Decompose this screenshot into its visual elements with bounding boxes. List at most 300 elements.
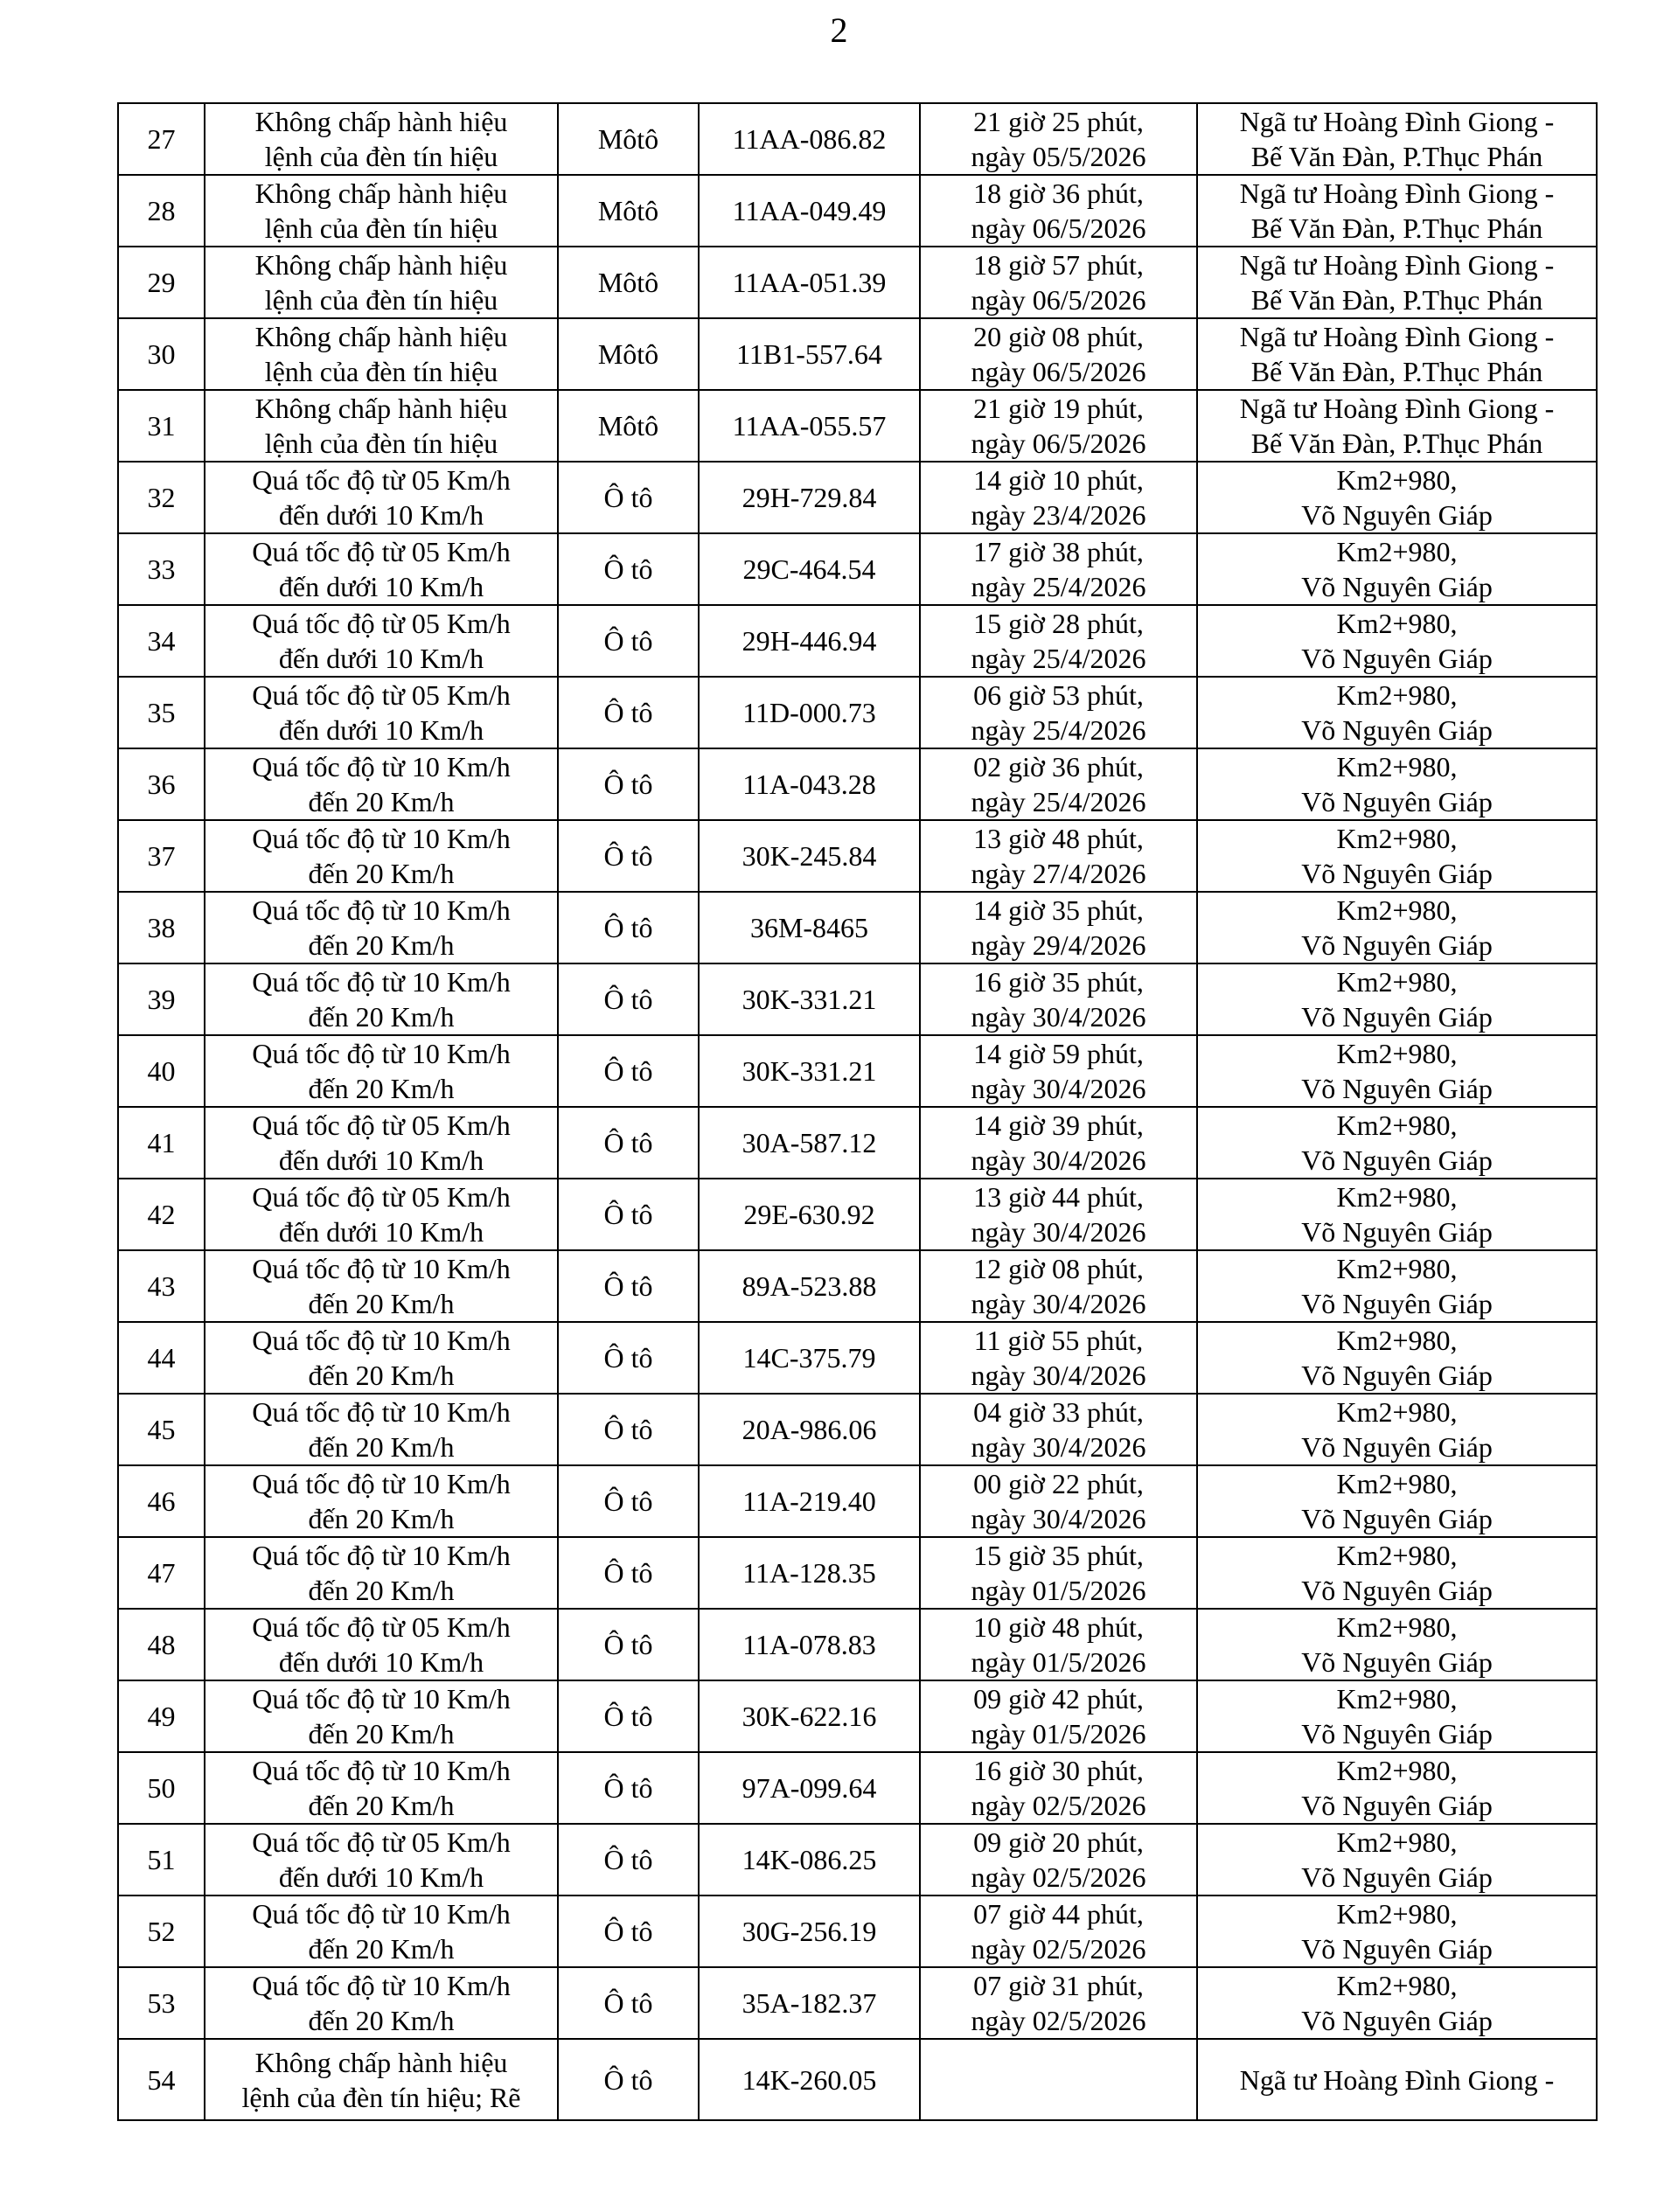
violation-description-line: đến dưới 10 Km/h [278, 1144, 484, 1176]
violation-location-line: Võ Nguyên Giáp [1301, 786, 1493, 817]
violation-time [920, 318, 1197, 390]
vehicle-type: Môtô [558, 390, 699, 462]
violation-description-line: đến dưới 10 Km/h [278, 499, 484, 531]
violation-location [1197, 1537, 1597, 1609]
violation-description [205, 175, 558, 247]
license-plate: 11B1-557.64 [699, 318, 920, 390]
violation-location [1197, 1107, 1597, 1179]
violation-time [920, 1250, 1197, 1322]
table-row [118, 390, 1597, 462]
table-row [118, 1035, 1597, 1107]
vehicle-type: Ô tô [558, 892, 699, 963]
violation-location-line: Võ Nguyên Giáp [1301, 1790, 1493, 1821]
violation-description-line: đến 20 Km/h [308, 1288, 455, 1319]
license-plate: 11D-000.73 [699, 677, 920, 748]
violation-description-line: đến 20 Km/h [308, 786, 455, 817]
violation-location-line: Km2+980, [1336, 1970, 1458, 2001]
violation-description-line: Quá tốc độ từ 10 Km/h [252, 1898, 511, 1930]
row-number: 52 [118, 1896, 205, 1967]
vehicle-type: Ô tô [558, 462, 699, 533]
row-number: 37 [118, 820, 205, 892]
violation-time-line: 16 giờ 35 phút, [973, 966, 1144, 998]
violation-time-line: 13 giờ 44 phút, [973, 1181, 1144, 1213]
violation-location-line: Km2+980, [1336, 1468, 1458, 1499]
table-row [118, 677, 1597, 748]
violation-location [1197, 1752, 1597, 1824]
row-number: 42 [118, 1179, 205, 1250]
violation-location-line: Võ Nguyên Giáp [1301, 1646, 1493, 1678]
violation-description-line: đến 20 Km/h [308, 1718, 455, 1749]
license-plate: 30A-587.12 [699, 1107, 920, 1179]
violation-description-line: Quá tốc độ từ 05 Km/h [252, 464, 511, 496]
violation-time-line: ngày 30/4/2026 [971, 1503, 1146, 1534]
row-number: 39 [118, 963, 205, 1035]
violation-time [920, 390, 1197, 462]
violation-time-line: 18 giờ 57 phút, [973, 249, 1144, 281]
violation-location-line: Ngã tư Hoàng Đình Giong - [1239, 2063, 1555, 2096]
violation-time-line: ngày 25/4/2026 [971, 571, 1146, 602]
violation-time [920, 247, 1197, 318]
violation-location-line: Km2+980, [1336, 1038, 1458, 1069]
violation-location-line: Ngã tư Hoàng Đình Giong - [1239, 393, 1555, 424]
license-plate: 14K-086.25 [699, 1824, 920, 1896]
violation-location-line: Km2+980, [1336, 536, 1458, 567]
violation-time-line: ngày 30/4/2026 [971, 1073, 1146, 1104]
violation-description-line: Quá tốc độ từ 10 Km/h [252, 1970, 511, 2001]
violation-description [205, 677, 558, 748]
violation-description-line: Không chấp hành hiệu [254, 393, 508, 424]
violation-location [1197, 1680, 1597, 1752]
violation-time-line: ngày 30/4/2026 [971, 1001, 1146, 1033]
violation-location-line: Võ Nguyên Giáp [1301, 1718, 1493, 1749]
license-plate: 89A-523.88 [699, 1250, 920, 1322]
violation-location [1197, 963, 1597, 1035]
violation-time-line: ngày 25/4/2026 [971, 714, 1146, 746]
violation-location-line: Võ Nguyên Giáp [1301, 2005, 1493, 2036]
table-row [118, 1824, 1597, 1896]
violation-time-line: ngày 30/4/2026 [971, 1431, 1146, 1463]
violation-description-line: Quá tốc độ từ 05 Km/h [252, 1611, 511, 1643]
vehicle-type: Ô tô [558, 1465, 699, 1537]
violation-location [1197, 533, 1597, 605]
row-number: 36 [118, 748, 205, 820]
violation-description-line: Quá tốc độ từ 10 Km/h [252, 823, 511, 854]
violation-time-line: ngày 06/5/2026 [971, 356, 1146, 387]
violation-location [1197, 748, 1597, 820]
violation-location-line: Ngã tư Hoàng Đình Giong - [1239, 321, 1555, 352]
violation-description-line: Quá tốc độ từ 10 Km/h [252, 966, 511, 998]
violation-location-line: Km2+980, [1336, 1325, 1458, 1356]
row-number: 29 [118, 247, 205, 318]
violation-location-line: Bế Văn Đàn, P.Thục Phán [1250, 141, 1543, 172]
license-plate: 30K-331.21 [699, 1035, 920, 1107]
violation-location [1197, 2039, 1597, 2120]
vehicle-type: Ô tô [558, 1824, 699, 1896]
violation-time-line: ngày 23/4/2026 [971, 499, 1146, 531]
vehicle-type: Ô tô [558, 820, 699, 892]
violation-description-line: Quá tốc độ từ 05 Km/h [252, 679, 511, 711]
violation-time [920, 1322, 1197, 1394]
violation-description-line: Quá tốc độ từ 05 Km/h [252, 536, 511, 567]
violation-location-line: Võ Nguyên Giáp [1301, 1288, 1493, 1319]
violation-time-line: ngày 02/5/2026 [971, 1790, 1146, 1821]
violation-location-line: Võ Nguyên Giáp [1301, 714, 1493, 746]
violation-description [205, 390, 558, 462]
violation-location [1197, 820, 1597, 892]
violation-time-line: ngày 25/4/2026 [971, 786, 1146, 817]
violation-description [205, 748, 558, 820]
license-plate: 11A-043.28 [699, 748, 920, 820]
violation-time-line: 14 giờ 59 phút, [973, 1038, 1144, 1069]
row-number: 48 [118, 1609, 205, 1680]
vehicle-type: Ô tô [558, 963, 699, 1035]
violation-location-line: Võ Nguyên Giáp [1301, 1933, 1493, 1965]
vehicle-type: Ô tô [558, 1250, 699, 1322]
violation-time [920, 892, 1197, 963]
violation-time [920, 462, 1197, 533]
vehicle-type: Ô tô [558, 1680, 699, 1752]
violation-description [205, 1465, 558, 1537]
violation-location-line: Km2+980, [1336, 1611, 1458, 1643]
license-plate: 11AA-055.57 [699, 390, 920, 462]
table-row [118, 318, 1597, 390]
violation-location-line: Võ Nguyên Giáp [1301, 1575, 1493, 1606]
violation-time [920, 1680, 1197, 1752]
license-plate: 30K-622.16 [699, 1680, 920, 1752]
violation-description-line: đến 20 Km/h [308, 858, 455, 889]
violation-time [920, 748, 1197, 820]
violation-location [1197, 1609, 1597, 1680]
violation-time [920, 1179, 1197, 1250]
violation-location-line: Bế Văn Đàn, P.Thục Phán [1250, 284, 1543, 316]
violation-location-line: Ngã tư Hoàng Đình Giong - [1239, 106, 1555, 137]
violation-location [1197, 462, 1597, 533]
table-row [118, 1465, 1597, 1537]
violation-description-line: đến 20 Km/h [308, 929, 455, 961]
violation-description [205, 1752, 558, 1824]
violation-location-line: Võ Nguyên Giáp [1301, 1216, 1493, 1248]
vehicle-type: Ô tô [558, 1896, 699, 1967]
violation-description-line: Không chấp hành hiệu [254, 249, 508, 281]
vehicle-type: Ô tô [558, 1035, 699, 1107]
vehicle-type: Ô tô [558, 533, 699, 605]
table-row [118, 533, 1597, 605]
violation-description-line: đến 20 Km/h [308, 1790, 455, 1821]
violation-time-line: 07 giờ 31 phút, [973, 1970, 1144, 2001]
row-number: 31 [118, 390, 205, 462]
table-row [118, 1250, 1597, 1322]
violation-description-line: đến 20 Km/h [308, 1575, 455, 1606]
violation-location [1197, 1896, 1597, 1967]
violation-location-line: Km2+980, [1336, 1755, 1458, 1786]
violation-location-line: Km2+980, [1336, 1181, 1458, 1213]
vehicle-type: Ô tô [558, 677, 699, 748]
violation-description-line: lệnh của đèn tín hiệu [264, 428, 498, 459]
violation-location [1197, 1035, 1597, 1107]
violation-description [205, 1824, 558, 1896]
violation-location [1197, 1967, 1597, 2039]
violation-time [920, 963, 1197, 1035]
table-row [118, 103, 1597, 175]
violation-location [1197, 175, 1597, 247]
violation-description [205, 1609, 558, 1680]
violation-time [920, 2039, 1197, 2120]
violation-time-line: 09 giờ 42 phút, [973, 1683, 1144, 1715]
row-number: 32 [118, 462, 205, 533]
violation-location [1197, 247, 1597, 318]
violation-time [920, 1035, 1197, 1107]
row-number: 46 [118, 1465, 205, 1537]
violation-time-line: ngày 29/4/2026 [971, 929, 1146, 961]
row-number: 49 [118, 1680, 205, 1752]
violation-location [1197, 1322, 1597, 1394]
violation-time [920, 103, 1197, 175]
vehicle-type: Ô tô [558, 1322, 699, 1394]
table-row [118, 820, 1597, 892]
violation-description [205, 1035, 558, 1107]
violation-description-line: Quá tốc độ từ 10 Km/h [252, 1540, 511, 1571]
page-number: 2 [830, 10, 848, 50]
violation-description [205, 1179, 558, 1250]
violation-location [1197, 318, 1597, 390]
violation-description-line: Quá tốc độ từ 05 Km/h [252, 608, 511, 639]
violation-time [920, 1824, 1197, 1896]
table-row [118, 1179, 1597, 1250]
license-plate: 11A-078.83 [699, 1609, 920, 1680]
row-number: 43 [118, 1250, 205, 1322]
violation-description [205, 1680, 558, 1752]
violation-location-line: Võ Nguyên Giáp [1301, 1360, 1493, 1391]
table-row [118, 1322, 1597, 1394]
row-number: 47 [118, 1537, 205, 1609]
violation-description-line: đến 20 Km/h [308, 1360, 455, 1391]
table-row [118, 963, 1597, 1035]
violation-description-line: Quá tốc độ từ 05 Km/h [252, 1826, 511, 1858]
row-number: 27 [118, 103, 205, 175]
table-row [118, 1609, 1597, 1680]
license-plate: 30K-245.84 [699, 820, 920, 892]
violation-location-line: Km2+980, [1336, 1826, 1458, 1858]
violation-time-line: ngày 25/4/2026 [971, 643, 1146, 674]
license-plate: 11A-219.40 [699, 1465, 920, 1537]
violation-time-line: 18 giờ 36 phút, [973, 177, 1144, 209]
violation-time-line: 04 giờ 33 phút, [973, 1396, 1144, 1428]
violation-description [205, 605, 558, 677]
license-plate: 11AA-086.82 [699, 103, 920, 175]
violation-time-line: 17 giờ 38 phút, [973, 536, 1144, 567]
violation-description [205, 963, 558, 1035]
violation-location-line: Võ Nguyên Giáp [1301, 1144, 1493, 1176]
violation-time-line: 14 giờ 35 phút, [973, 894, 1144, 926]
vehicle-type: Môtô [558, 175, 699, 247]
violation-time [920, 605, 1197, 677]
violation-description [205, 1537, 558, 1609]
violation-location [1197, 1250, 1597, 1322]
violation-description-line: Quá tốc độ từ 10 Km/h [252, 1468, 511, 1499]
violation-time-line: 15 giờ 35 phút, [973, 1540, 1144, 1571]
violation-location-line: Km2+980, [1336, 608, 1458, 639]
violation-location-line: Ngã tư Hoàng Đình Giong - [1239, 177, 1555, 209]
violation-location-line: Km2+980, [1336, 1540, 1458, 1571]
violation-location-line: Km2+980, [1336, 679, 1458, 711]
row-number: 30 [118, 318, 205, 390]
violation-time [920, 1609, 1197, 1680]
violation-time-line: ngày 27/4/2026 [971, 858, 1146, 889]
violation-time-line: 06 giờ 53 phút, [973, 679, 1144, 711]
violation-location [1197, 1824, 1597, 1896]
row-number: 35 [118, 677, 205, 748]
table-row [118, 1394, 1597, 1465]
table-row [118, 1896, 1597, 1967]
row-number: 45 [118, 1394, 205, 1465]
table-row [118, 1680, 1597, 1752]
violation-time [920, 533, 1197, 605]
violation-description [205, 1322, 558, 1394]
violation-description [205, 533, 558, 605]
violation-time-line: ngày 30/4/2026 [971, 1360, 1146, 1391]
violation-time-line: ngày 05/5/2026 [971, 141, 1146, 172]
license-plate: 11A-128.35 [699, 1537, 920, 1609]
violation-location-line: Km2+980, [1336, 1898, 1458, 1930]
violation-description-line: Quá tốc độ từ 05 Km/h [252, 1109, 511, 1141]
violation-location [1197, 1179, 1597, 1250]
violation-time [920, 677, 1197, 748]
violation-time [920, 1967, 1197, 2039]
license-plate: 11AA-051.39 [699, 247, 920, 318]
violation-time-line: ngày 02/5/2026 [971, 2005, 1146, 2036]
violation-location-line: Bế Văn Đàn, P.Thục Phán [1250, 356, 1543, 387]
violation-description-line: Quá tốc độ từ 10 Km/h [252, 1038, 511, 1069]
violation-description-line: Không chấp hành hiệu [254, 321, 508, 352]
license-plate: 35A-182.37 [699, 1967, 920, 2039]
vehicle-type: Ô tô [558, 748, 699, 820]
violation-time-line: 12 giờ 08 phút, [973, 1253, 1144, 1284]
violation-description [205, 1967, 558, 2039]
violation-description [205, 820, 558, 892]
violation-description-line: đến 20 Km/h [308, 1933, 455, 1965]
table-row [118, 175, 1597, 247]
license-plate: 29H-446.94 [699, 605, 920, 677]
vehicle-type: Ô tô [558, 1752, 699, 1824]
row-number: 40 [118, 1035, 205, 1107]
row-number: 34 [118, 605, 205, 677]
license-plate: 36M-8465 [699, 892, 920, 963]
violation-time-line: ngày 30/4/2026 [971, 1288, 1146, 1319]
violation-time-line: 21 giờ 25 phút, [973, 106, 1144, 137]
violation-location-line: Võ Nguyên Giáp [1301, 499, 1493, 531]
violation-description [205, 2039, 558, 2120]
violation-description-line: lệnh của đèn tín hiệu; Rẽ [241, 2081, 521, 2113]
violation-time-line: ngày 02/5/2026 [971, 1861, 1146, 1893]
violation-location-line: Bế Văn Đàn, P.Thục Phán [1250, 428, 1543, 459]
violation-time-line: 21 giờ 19 phút, [973, 393, 1144, 424]
violation-time [920, 1394, 1197, 1465]
violation-description-line: đến dưới 10 Km/h [278, 1861, 484, 1893]
violation-time-line: 00 giờ 22 phút, [973, 1468, 1144, 1499]
license-plate: 20A-986.06 [699, 1394, 920, 1465]
violation-location-line: Km2+980, [1336, 1253, 1458, 1284]
violation-time-line: 02 giờ 36 phút, [973, 751, 1144, 783]
license-plate: 97A-099.64 [699, 1752, 920, 1824]
violation-description-line: Quá tốc độ từ 10 Km/h [252, 1253, 511, 1284]
violation-time [920, 1107, 1197, 1179]
violation-location-line: Km2+980, [1336, 751, 1458, 783]
violation-location-line: Km2+980, [1336, 1396, 1458, 1428]
violation-description-line: Quá tốc độ từ 05 Km/h [252, 1181, 511, 1213]
violation-time [920, 175, 1197, 247]
vehicle-type: Ô tô [558, 1537, 699, 1609]
violation-time-line: ngày 30/4/2026 [971, 1144, 1146, 1176]
vehicle-type: Ô tô [558, 605, 699, 677]
violation-time-line: 20 giờ 08 phút, [973, 321, 1144, 352]
violation-location [1197, 390, 1597, 462]
violation-time-line: 16 giờ 30 phút, [973, 1755, 1144, 1786]
license-plate: 30K-331.21 [699, 963, 920, 1035]
violation-location-line: Võ Nguyên Giáp [1301, 858, 1493, 889]
violation-location-line: Bế Văn Đàn, P.Thục Phán [1250, 212, 1543, 244]
row-number: 53 [118, 1967, 205, 2039]
violation-location-line: Km2+980, [1336, 464, 1458, 496]
table-row [118, 1752, 1597, 1824]
violation-description [205, 1896, 558, 1967]
violation-time-line: 15 giờ 28 phút, [973, 608, 1144, 639]
violation-description-line: Quá tốc độ từ 10 Km/h [252, 1683, 511, 1715]
violation-description-line: đến 20 Km/h [308, 1001, 455, 1033]
table-row [118, 605, 1597, 677]
violation-description [205, 462, 558, 533]
vehicle-type: Môtô [558, 318, 699, 390]
violation-location-line: Km2+980, [1336, 1683, 1458, 1715]
violation-description-line: đến dưới 10 Km/h [278, 1646, 484, 1678]
violation-description-line: Quá tốc độ từ 10 Km/h [252, 1396, 511, 1428]
vehicle-type: Ô tô [558, 1967, 699, 2039]
violation-description-line: Không chấp hành hiệu [254, 106, 508, 137]
violation-description-line: đến 20 Km/h [308, 1503, 455, 1534]
license-plate: 29E-630.92 [699, 1179, 920, 1250]
violation-time [920, 1896, 1197, 1967]
violation-description [205, 247, 558, 318]
violation-description [205, 103, 558, 175]
violation-time-line: 07 giờ 44 phút, [973, 1898, 1144, 1930]
row-number: 33 [118, 533, 205, 605]
violation-location [1197, 605, 1597, 677]
violation-description-line: đến 20 Km/h [308, 2005, 455, 2036]
vehicle-type: Ô tô [558, 1609, 699, 1680]
violation-time-line: ngày 01/5/2026 [971, 1646, 1146, 1678]
violation-time [920, 1537, 1197, 1609]
violations-table [117, 102, 1598, 2121]
violation-location [1197, 677, 1597, 748]
vehicle-type: Môtô [558, 103, 699, 175]
vehicle-type: Ô tô [558, 1107, 699, 1179]
violation-location-line: Km2+980, [1336, 823, 1458, 854]
violation-time [920, 1465, 1197, 1537]
violation-location-line: Võ Nguyên Giáp [1301, 1431, 1493, 1463]
table-row [118, 748, 1597, 820]
violation-time-line: 09 giờ 20 phút, [973, 1826, 1144, 1858]
table-row [118, 462, 1597, 533]
violation-time-line: ngày 01/5/2026 [971, 1575, 1146, 1606]
violation-time-line: 14 giờ 10 phút, [973, 464, 1144, 496]
violation-description [205, 1394, 558, 1465]
violation-description [205, 318, 558, 390]
violation-time-line: ngày 06/5/2026 [971, 212, 1146, 244]
license-plate: 30G-256.19 [699, 1896, 920, 1967]
violation-description [205, 892, 558, 963]
violation-location-line: Võ Nguyên Giáp [1301, 571, 1493, 602]
table-row [118, 2039, 1597, 2120]
violation-location [1197, 892, 1597, 963]
